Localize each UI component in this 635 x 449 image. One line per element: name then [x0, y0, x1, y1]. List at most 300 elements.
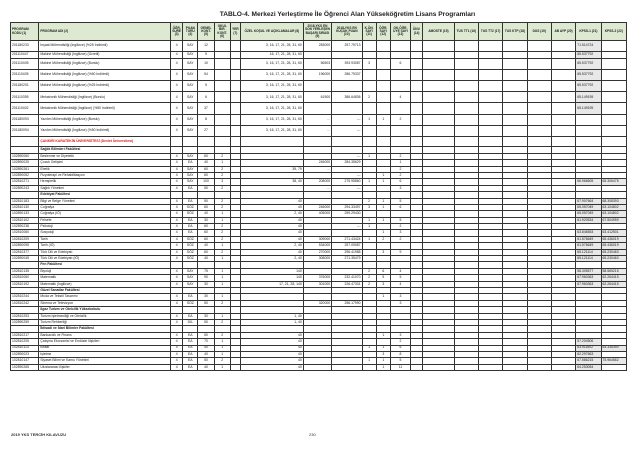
cell-sure: 4 — [171, 236, 183, 242]
cell-genel: 5 — [198, 52, 214, 58]
cell-kpss1: 57.204506 — [576, 339, 601, 345]
cell-name: Fizyoterapi ve Rehabilitasyon — [39, 172, 171, 178]
cell-kpss2: 64.335390 — [601, 345, 626, 351]
cell-basari — [303, 364, 331, 370]
cell-basari: 534000 — [303, 243, 331, 249]
cell-okul: 1 — [214, 345, 230, 351]
cell-empty — [376, 136, 390, 147]
cell-puan: SAY — [183, 58, 198, 69]
cell-kpss2 — [601, 80, 626, 91]
cell-puankucuk: --- — [332, 114, 362, 125]
cell-kpss2 — [601, 125, 626, 136]
cell-k12: 1 — [376, 358, 390, 364]
cell-kosul: 40 — [240, 358, 303, 364]
cell-k12 — [376, 80, 390, 91]
cell-k12: 3 — [376, 351, 390, 357]
cell-kosul: 3, 16, 17, 21, 28, 31, 60 — [240, 58, 303, 69]
cell-genel: 100 — [198, 179, 214, 185]
cell-k11: 1 — [362, 114, 376, 125]
cell-basari: ... — [303, 166, 331, 172]
cell-kpss2: 67.504959 — [601, 217, 626, 223]
cell-genel: 27 — [198, 125, 214, 136]
cell-dus — [527, 41, 551, 52]
cell-name: İktisat — [39, 345, 171, 351]
cell-sure: 4 — [171, 243, 183, 249]
cell-sure: 4 — [171, 69, 183, 80]
cell-sure: 4 — [171, 249, 183, 255]
cell-puan: SÖZ — [183, 256, 198, 262]
cell-tt1 — [454, 92, 478, 103]
cell-ktp — [503, 41, 527, 52]
cell-dus — [527, 364, 551, 370]
cell-yer — [230, 69, 240, 80]
cell-code: 102890133 — [11, 211, 39, 217]
cell-genel: 5 — [198, 80, 214, 91]
cell-basari: 309000 — [303, 236, 331, 242]
column-header: 2018-YKS EN SON YERLEŞEN BAŞARI SIRASI (9) — [303, 23, 331, 41]
cell-sure: 4 — [171, 52, 183, 58]
cell-code: 102810060 — [11, 230, 39, 236]
cell-amoste — [423, 114, 454, 125]
cell-code: 102810147 — [11, 358, 39, 364]
cell-code: 102810253 — [11, 313, 39, 319]
cell-genel: 30 — [198, 217, 214, 223]
cell-kpss2: 63.104802 — [601, 204, 626, 210]
cell-basari: 405000 — [303, 211, 331, 217]
cell-ab — [551, 69, 575, 80]
cell-name: Turizm Rehberliği — [39, 319, 171, 325]
column-header: ÖĞR. SÜRE (3) — [171, 23, 183, 41]
cell-basari: 208000 — [303, 179, 331, 185]
cell-kpss2 — [601, 69, 626, 80]
cell-k13: 9 — [390, 249, 410, 255]
cell-ab — [551, 364, 575, 370]
cell-name: Çocuk Gelişimi — [39, 160, 171, 166]
cell-puankucuk: 284.35629 — [332, 160, 362, 166]
cell-genel: 60 — [198, 230, 214, 236]
cell-tt1 — [454, 41, 478, 52]
cell-code: 102810242 — [11, 300, 39, 306]
cell-name: İşletme — [39, 351, 171, 357]
cell-k13: 2 — [390, 153, 410, 159]
cell-kosul: 16, 17, 21, 28, 31, 60 — [240, 52, 303, 58]
cell-ktp — [503, 58, 527, 69]
cell-empty — [454, 136, 478, 147]
cell-puan: SÖZ — [183, 211, 198, 217]
cell-k11: 2 — [362, 281, 376, 287]
cell-empty — [230, 136, 240, 147]
cell-amoste — [423, 41, 454, 52]
cell-puan: SAY — [183, 275, 198, 281]
column-header: YER (7) — [230, 23, 240, 41]
cell-name: Sosyoloji — [39, 230, 171, 236]
cell-sure: 4 — [171, 80, 183, 91]
cell-kpss1: 65.537792 — [576, 52, 601, 58]
cell-sure: 4 — [171, 358, 183, 364]
column-header: K.ÖN. SAYI (11) — [362, 23, 376, 41]
cell-name: Hemşirelik — [39, 179, 171, 185]
cell-code: 102890045 — [11, 256, 39, 262]
cell-genel: 6 — [198, 92, 214, 103]
cell-k11: 2 — [362, 268, 376, 274]
cell-puan: EA — [183, 351, 198, 357]
cell-code: 102810217 — [11, 332, 39, 338]
cell-name: Tarih (İÖ) — [39, 243, 171, 249]
cell-name: Makine Mühendisliği (İngilizce) (%50 İndirimli) — [39, 69, 171, 80]
cell-k13: 4 — [390, 281, 410, 287]
cell-puan: SAY — [183, 92, 198, 103]
cell-yer — [230, 364, 240, 370]
cell-code: 201180233 — [11, 41, 39, 52]
cell-empty — [240, 136, 303, 147]
cell-k12 — [376, 103, 390, 114]
cell-k11: 2 — [362, 92, 376, 103]
cell-kpss2: 63.104802 — [601, 211, 626, 217]
cell-kosul: 1, 40 — [240, 319, 303, 325]
cell-yer — [230, 103, 240, 114]
cell-genel: 30 — [198, 294, 214, 300]
cell-kpss1: 65.537792 — [576, 80, 601, 91]
cell-sure: 4 — [171, 92, 183, 103]
cell-name: Coğrafya (İÖ) — [39, 211, 171, 217]
cell-kosul: 2, 40 — [240, 243, 303, 249]
column-header: PROGRAM KODU (1) — [11, 23, 39, 41]
cell-puan: SAY — [183, 114, 198, 125]
cell-sure: 4 — [171, 281, 183, 287]
cell-name: Yazılım Mühendisliği (İngilizce) (Burslu) — [39, 114, 171, 125]
cell-genel: 90 — [198, 275, 214, 281]
table-row — [11, 114, 627, 125]
cell-code: 102890052 — [11, 172, 39, 178]
column-header: TUS TT2 (17) — [478, 23, 502, 41]
cell-kpss1 — [576, 125, 601, 136]
cell-basari: 376000 — [303, 275, 331, 281]
cell-tt1 — [454, 69, 478, 80]
cell-code: 102810377 — [11, 249, 39, 255]
cell-ktp — [503, 69, 527, 80]
cell-name: Psikoloji — [39, 224, 171, 230]
cell-puankucuk: 226.47331 — [332, 281, 362, 287]
cell-k11: 3 — [362, 58, 376, 69]
cell-k12: 6 — [376, 268, 390, 274]
cell-kosul: 3, 16, 17, 21, 28, 31, 60 — [240, 41, 303, 52]
cell-k12: 1 — [376, 364, 390, 370]
cell-kpss2 — [601, 92, 626, 103]
cell-kpss1 — [576, 114, 601, 125]
cell-tt2 — [478, 69, 502, 80]
cell-puan: SAY — [183, 172, 198, 178]
table-row — [11, 364, 627, 370]
cell-kosul: 17, 21, 28, 140 — [240, 281, 303, 287]
cell-dus — [527, 80, 551, 91]
faculty-name: Güzel Sanatlar Fakültesi — [39, 287, 171, 293]
cell-kpss1: 66.966605 — [576, 179, 601, 185]
cell-puankucuk: --- — [332, 153, 362, 159]
cell-empty — [362, 136, 376, 147]
cell-k12 — [376, 69, 390, 80]
cell-code: 102810060 — [11, 275, 39, 281]
cell-amoste — [423, 92, 454, 103]
cell-tt2 — [478, 80, 502, 91]
cell-sure: 4 — [171, 339, 183, 345]
faculty-name: İktisadi ve İdari Bilimler Fakültesi — [39, 326, 171, 332]
cell-sure: 4 — [171, 345, 183, 351]
cell-kpss1: 63.911602 — [576, 345, 601, 351]
cell-puankucuk — [332, 80, 362, 91]
cell-okul: 1 — [214, 211, 230, 217]
faculty-name: Ilgaz Turizm ve Otelcilik Yüksekokulu — [39, 307, 171, 313]
cell-kosul: 140 — [240, 268, 303, 274]
cell-puankucuk: 294.33497 — [332, 204, 362, 210]
cell-code: 102890259 — [11, 319, 39, 325]
cell-sure: 4 — [171, 268, 183, 274]
cell-kpss1: 61.920534 — [576, 217, 601, 223]
cell-code: 201110405 — [11, 58, 39, 69]
cell-okul: 1 — [214, 160, 230, 166]
cell-k13 — [390, 41, 410, 52]
cell-name: Coğrafya — [39, 204, 171, 210]
table-row — [11, 92, 627, 103]
cell-yer — [230, 80, 240, 91]
table-row — [11, 80, 627, 91]
cell-k13: 2 — [390, 236, 410, 242]
cell-okul: 1 — [214, 351, 230, 357]
cell-kpss1: 65.057049 — [576, 211, 601, 217]
cell-k11: 2 — [362, 198, 376, 204]
cell-empty — [390, 136, 410, 147]
cell-tt2 — [478, 103, 502, 114]
cell-genel: 50 — [198, 358, 214, 364]
cell-genel: 30 — [198, 313, 214, 319]
cell-genel: 60 — [198, 249, 214, 255]
cell-puan: SÖZ — [183, 300, 198, 306]
cell-ab — [551, 80, 575, 91]
cell-puan: EA — [183, 345, 198, 351]
cell-puankucuk: --- — [332, 172, 362, 178]
cell-okul — [214, 69, 230, 80]
cell-kosul: 40 — [240, 351, 303, 357]
cell-yer — [230, 92, 240, 103]
cell-kpss1: 65.149195 — [576, 92, 601, 103]
cell-k11: 1 — [362, 179, 376, 185]
cell-okul: 2 — [214, 319, 230, 325]
cell-kpss1: 63.846553 — [576, 230, 601, 236]
column-header: PROGRAM ADI (2) — [39, 23, 171, 41]
cell-puan: SAY — [183, 268, 198, 274]
cell-okul: 2 — [214, 198, 230, 204]
cell-kosul: 2, 40 — [240, 211, 303, 217]
cell-ab — [551, 114, 575, 125]
cell-dus — [527, 69, 551, 80]
cell-kosul: 140 — [240, 275, 303, 281]
cell-okul — [214, 125, 230, 136]
cell-puankucuk: 232.41070 — [332, 275, 362, 281]
cell-kpss1: 67.907664 — [576, 198, 601, 204]
cell-sure: 4 — [171, 166, 183, 172]
cell-kosul: 2, 40 — [240, 256, 303, 262]
cell-tt2 — [478, 114, 502, 125]
cell-kpss2: 65.230463 — [601, 256, 626, 262]
cell-yer — [230, 58, 240, 69]
cell-code: 102810114 — [11, 345, 39, 351]
cell-k12: 3 — [376, 281, 390, 287]
cell-tt2 — [478, 41, 502, 52]
cell-ktp — [503, 103, 527, 114]
cell-kpss2: 65.436019 — [601, 236, 626, 242]
cell-k11: 1 — [362, 153, 376, 159]
cell-puan: EA — [183, 217, 198, 223]
cell-name: Mekatronik Mühendisliği (İngilizce) (Burslu) — [39, 92, 171, 103]
cell-basari: 246000 — [303, 204, 331, 210]
cell-kosul: 3, 16, 17, 21, 28, 31, 60 — [240, 69, 303, 80]
cell-code: 201180093 — [11, 114, 39, 125]
cell-basari: ... — [303, 125, 331, 136]
cell-name: Sağlık Yönetimi — [39, 185, 171, 191]
column-header: 2018-YKS EN KÜÇÜK PUAN (10) — [332, 23, 362, 41]
column-header: PUAN TÜRÜ (4) — [183, 23, 198, 41]
cell-code: 201110405 — [11, 69, 39, 80]
cell-puan: SAY — [183, 125, 198, 136]
cell-kosul: 40 — [240, 198, 303, 204]
column-header: KPSS-2 (22) — [601, 23, 626, 41]
table-row — [11, 103, 627, 114]
cell-yer — [230, 41, 240, 52]
cell-empty — [183, 136, 198, 147]
cell-kpss1: 65.121114 — [576, 256, 601, 262]
cell-kpss1: 65.057049 — [576, 204, 601, 210]
cell-name: Turizm İşletmeciliği ve Otelcilik — [39, 313, 171, 319]
cell-amoste — [423, 103, 454, 114]
cell-k14 — [411, 103, 423, 114]
column-header: OK.ÖĞR. ÜYE SAYI (13) — [390, 23, 410, 41]
cell-empty — [576, 136, 601, 147]
cell-okul: 2 — [214, 224, 230, 230]
cell-k11 — [362, 103, 376, 114]
cell-empty — [601, 136, 626, 147]
cell-code: 102890261 — [11, 166, 39, 172]
cell-kpss1: 67.960363 — [576, 281, 601, 287]
cell-kpss2: 65.306475 — [601, 179, 626, 185]
cell-k11 — [362, 125, 376, 136]
cell-okul: 2 — [214, 230, 230, 236]
cell-okul: 1 — [214, 243, 230, 249]
cell-kosul: 39, 79 — [240, 166, 303, 172]
cell-kpss1: 65.121114 — [576, 249, 601, 255]
cell-code: 102810192 — [11, 281, 39, 287]
cell-puan: SAY — [183, 69, 198, 80]
column-header: TUS KTP (18) — [503, 23, 527, 41]
cell-puankucuk: 271.35479 — [332, 256, 362, 262]
cell-basari: 196000 — [303, 69, 331, 80]
cell-genel: 60 — [198, 236, 214, 242]
cell-basari: 320000 — [303, 300, 331, 306]
cell-puan: EA — [183, 332, 198, 338]
column-header: AB AYP (20) — [551, 23, 575, 41]
cell-okul: 2 — [214, 332, 230, 338]
cell-genel: 40 — [198, 364, 214, 370]
cell-code: 102890025 — [11, 160, 39, 166]
cell-name: Tarih — [39, 236, 171, 242]
cell-ktp — [503, 364, 527, 370]
cell-puan: EA — [183, 230, 198, 236]
cell-k13: 2 — [390, 166, 410, 172]
cell-k12: 3 — [376, 249, 390, 255]
cell-puan: EA — [183, 294, 198, 300]
cell-k12 — [376, 41, 390, 52]
table-body — [11, 41, 627, 371]
cell-puankucuk: --- — [332, 224, 362, 230]
cell-kpss1: 65.537792 — [576, 69, 601, 80]
cell-okul: 2 — [214, 358, 230, 364]
cell-sure: 4 — [171, 172, 183, 178]
cell-name: Bilgi ve Belge Yönetimi — [39, 198, 171, 204]
cell-code: 102810135 — [11, 268, 39, 274]
cell-k13: 5 — [390, 217, 410, 223]
cell-name: Makine Mühendisliği (İngilizce) (Ücretli) — [39, 52, 171, 58]
cell-k12: 1 — [376, 204, 390, 210]
cell-genel: 60 — [198, 172, 214, 178]
cell-sure: 4 — [171, 125, 183, 136]
cell-genel: 50 — [198, 319, 214, 325]
cell-code: 102890238 — [11, 224, 39, 230]
cell-name: Yazılım Mühendisliği (İngilizce) (%50 İndirimli) — [39, 125, 171, 136]
table-title: TABLO-4. Merkezi Yerleştirme İle Öğrenci Alan Yükseköğretim Lisans Programları — [219, 11, 476, 18]
cell-code: 102810130 — [11, 204, 39, 210]
cell-code: 201180094 — [11, 125, 39, 136]
cell-genel: 40 — [198, 243, 214, 249]
cell-puankucuk — [332, 103, 362, 114]
cell-k13: 3 — [390, 294, 410, 300]
faculty-name: Sağlık Bilimleri Fakültesi — [39, 147, 171, 153]
cell-genel: 50 — [198, 185, 214, 191]
cell-tt1 — [454, 125, 478, 136]
cell-kpss2 — [601, 41, 626, 52]
cell-sure: 4 — [171, 294, 183, 300]
cell-k11: 3 — [362, 204, 376, 210]
cell-sure: 4 — [171, 185, 183, 191]
cell-k14 — [411, 125, 423, 136]
cell-empty — [214, 136, 230, 147]
cell-ab — [551, 103, 575, 114]
cell-kosul: 40 — [240, 345, 303, 351]
cell-empty — [411, 136, 423, 147]
cell-k11: 1 — [362, 236, 376, 242]
column-header: OKUL BİR. KONT. (6) — [214, 23, 230, 41]
cell-k13: 3 — [390, 230, 410, 236]
cell-k11 — [362, 41, 376, 52]
cell-puan: EA — [183, 358, 198, 364]
cell-k12 — [376, 92, 390, 103]
cell-empty — [423, 136, 454, 147]
cell-k13: 2 — [390, 339, 410, 345]
cell-kpss2 — [601, 114, 626, 125]
cell-name: Çalışma Ekonomisi ve Endüstri İlişkileri — [39, 339, 171, 345]
cell-puan: SAY — [183, 103, 198, 114]
cell-okul: 2 — [214, 153, 230, 159]
cell-amoste — [423, 80, 454, 91]
cell-kpss1: 65.537792 — [576, 58, 601, 69]
cell-sure: 4 — [171, 153, 183, 159]
cell-k13 — [390, 103, 410, 114]
cell-ab — [551, 92, 575, 103]
cell-amoste — [423, 125, 454, 136]
cell-code: 102890265 — [11, 364, 39, 370]
cell-basari: ... — [303, 185, 331, 191]
cell-name: Siyaset Bilimi ve Kamu Yönetimi — [39, 358, 171, 364]
table-row — [11, 41, 627, 52]
cell-kosul: 40 — [240, 249, 303, 255]
cell-okul: 2 — [214, 166, 230, 172]
